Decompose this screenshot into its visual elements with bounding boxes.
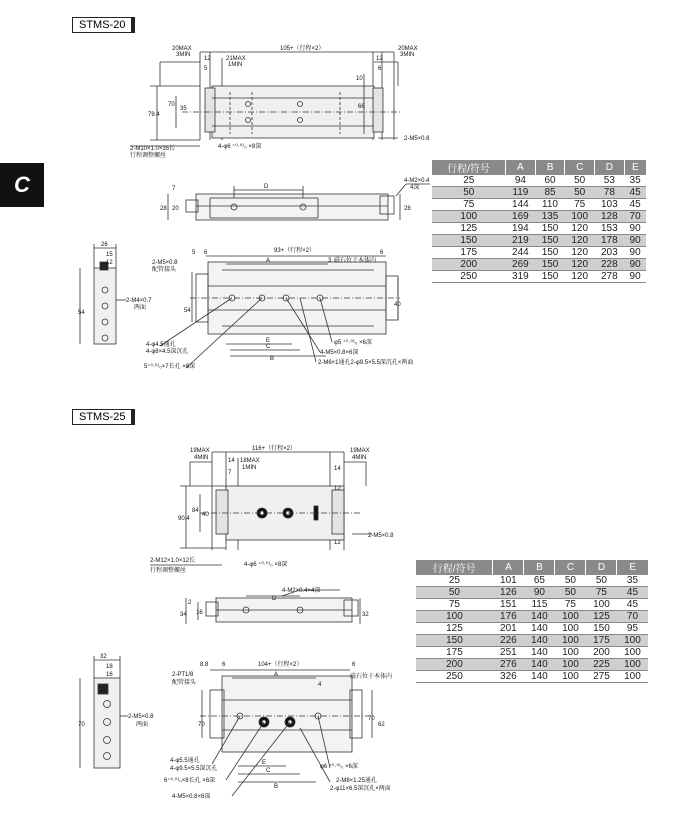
table-header-cell: 行程/符号 (432, 160, 506, 175)
table-header-cell: C (555, 560, 586, 575)
table-cell: 90 (624, 271, 646, 283)
table-cell: 100 (555, 611, 586, 623)
table-cell: 140 (524, 647, 555, 659)
table-cell: 244 (506, 247, 536, 259)
table-cell: 140 (524, 671, 555, 683)
s2-C: C (266, 768, 271, 774)
s2-h95: 4-φ9.5×5.5深沉孔 (170, 766, 218, 772)
table-cell: 115 (524, 599, 555, 611)
table-cell: 275 (586, 671, 617, 683)
table-cell: 250 (432, 271, 506, 283)
table-cell: 45 (624, 187, 646, 199)
s1-d28b: 28 (404, 206, 411, 212)
table-row (416, 623, 648, 635)
table-row (432, 199, 646, 211)
table-header-cell: E (617, 560, 648, 575)
table-header-cell: B (535, 160, 565, 175)
s2-A: A (274, 672, 279, 678)
s2-m5: 2-M5×0.8 (368, 533, 394, 539)
table-cell: 140 (524, 611, 555, 623)
s2-h84: 84 (192, 508, 199, 514)
table-row (432, 235, 646, 247)
s1-B: B (270, 356, 275, 362)
s1-min-left: 3MIN (176, 52, 191, 58)
table-cell: 100 (586, 599, 617, 611)
table-cell: 251 (493, 647, 524, 659)
s1-s6: 6 (204, 250, 208, 256)
s1-s6b: 6 (380, 250, 384, 256)
table-cell: 278 (595, 271, 625, 283)
s2-s88: 8.8 (200, 662, 209, 668)
s2-m5c: 4-M5×0.8×6深 (172, 794, 211, 800)
s1-d20: 20 (172, 206, 179, 212)
table-cell: 103 (595, 199, 625, 211)
s1-adj-screw: 行程调整螺丝 (130, 153, 167, 159)
s1-h8: 4-φ8×4.5深沉孔 (146, 349, 189, 355)
s1-E: E (266, 338, 271, 344)
table-cell: 144 (506, 199, 536, 211)
table-cell: 35 (624, 175, 646, 187)
table-cell: 95 (617, 623, 648, 635)
table-cell: 326 (493, 671, 524, 683)
table-cell: 150 (535, 271, 565, 283)
s1-max-21: 21MAX (226, 56, 246, 62)
table-cell: 50 (555, 575, 586, 587)
table-cell: 90 (524, 587, 555, 599)
s1-C: C (266, 344, 271, 350)
table-row (432, 175, 646, 187)
table-cell: 50 (416, 587, 493, 599)
table-cell: 45 (617, 587, 648, 599)
s1-s3: 3 (328, 258, 332, 264)
s1-h54: 54 (78, 310, 85, 316)
s2-adj-screw: 行程调整螺丝 (150, 568, 187, 574)
table-cell: 150 (535, 247, 565, 259)
table-cell: 90 (624, 247, 646, 259)
table-cell: 175 (432, 247, 506, 259)
s2-w16: 16 (106, 672, 113, 678)
table-cell: 150 (416, 635, 493, 647)
s1-both: 两面 (134, 305, 147, 311)
s2-d14b: 14 (334, 466, 341, 472)
table-cell: 150 (432, 235, 506, 247)
table-cell: 150 (535, 223, 565, 235)
table-cell: 25 (416, 575, 493, 587)
table-cell: 45 (624, 199, 646, 211)
table-cell: 150 (586, 623, 617, 635)
table-cell: 178 (595, 235, 625, 247)
table-cell: 50 (565, 175, 595, 187)
s2-m12: 2-M12×1.0×12长 (150, 558, 196, 564)
s2-pin6: φ6 ⁺⁰·⁰¹₀ ×6深 (320, 764, 358, 770)
s1-m5: 2-M5×0.8 (404, 136, 430, 142)
s2-min-1: 1MIN (242, 465, 257, 471)
s1-h70: 70 (168, 102, 175, 108)
s2-s104: 104+（行程×2） (258, 662, 303, 668)
table-cell: 100 (432, 211, 506, 223)
s1-m10: 2-M10×1.0×35长 (130, 146, 176, 152)
s2-s6b: 6 (352, 662, 356, 668)
table-header-cell: E (624, 160, 646, 175)
s2-h70b: 70 (198, 722, 205, 728)
table-cell: 50 (432, 187, 506, 199)
s2-m5b: 2-M5×0.8 (128, 714, 154, 720)
s1-h66: 66 (358, 104, 365, 110)
s1-h45: 4-φ4.5通孔 (146, 342, 176, 348)
table-header-cell: D (595, 160, 625, 175)
table-cell: 120 (565, 235, 595, 247)
table-cell: 100 (555, 647, 586, 659)
s2-both: 两面 (136, 722, 149, 728)
s1-A: A (266, 258, 271, 264)
s2-h32: 32 (362, 612, 369, 618)
table-header-cell: B (524, 560, 555, 575)
s2-magnet: 磁石位于本体内 (350, 674, 393, 680)
s2-max-left: 19MAX (190, 448, 210, 454)
s2-h55: 4-φ5.5通孔 (170, 758, 200, 764)
table-row (432, 211, 646, 223)
s1-slot5: 5⁺⁰·⁰¹₀×7长孔 ×6深 (144, 364, 196, 370)
table-row (416, 611, 648, 623)
table-cell: 75 (416, 599, 493, 611)
s2-pipe: 配管接头 (172, 680, 197, 686)
table-cell: 200 (586, 647, 617, 659)
table-row (416, 575, 648, 587)
s1-s5: 5 (192, 250, 196, 256)
table-cell: 150 (535, 259, 565, 271)
s1-max-left: 20MAX (172, 46, 192, 52)
s2-d12b: 12 (334, 540, 341, 546)
table-row (432, 247, 646, 259)
table-cell: 276 (493, 659, 524, 671)
s1-h54b: 54 (184, 308, 191, 314)
table-cell: 150 (535, 235, 565, 247)
table-cell: 100 (555, 635, 586, 647)
table-cell: 90 (624, 223, 646, 235)
table-cell: 100 (555, 671, 586, 683)
s2-d7: 7 (228, 470, 232, 476)
s1-m2b: 4深 (410, 185, 420, 191)
table-cell: 65 (524, 575, 555, 587)
table-cell: 319 (506, 271, 536, 283)
s2-pt: 2-PT1/8 (172, 672, 194, 678)
s1-min-right: 3MIN (400, 52, 415, 58)
s1-d7: 7 (172, 186, 176, 192)
table-cell: 128 (595, 211, 625, 223)
table-row (416, 659, 648, 671)
table-row (416, 599, 648, 611)
table-cell: 269 (506, 259, 536, 271)
s2-stroke-top: 116+（行程×2） (252, 446, 296, 452)
table-cell: 126 (493, 587, 524, 599)
s2-min-left: 4MIN (194, 455, 209, 461)
table-cell: 78 (595, 187, 625, 199)
s2-max-18: 18MAX (240, 458, 260, 464)
table-cell: 101 (493, 575, 524, 587)
s2-cb11: 2-φ11×6.5深沉孔×两面 (330, 786, 391, 792)
table-cell: 90 (624, 235, 646, 247)
section1-title: STMS-20 (72, 17, 135, 33)
s2-D: D (272, 596, 277, 602)
table-cell: 25 (432, 175, 506, 187)
table-cell: 100 (555, 623, 586, 635)
s2-w18: 18 (106, 664, 113, 670)
table-cell: 140 (524, 659, 555, 671)
table-cell: 200 (432, 259, 506, 271)
stms25-spec-table (416, 560, 648, 683)
s1-w26: 26 (101, 242, 108, 248)
s1-m5c: 4-M5×0.8×6深 (320, 350, 359, 356)
s1-m2: 4-M2×0.4 (404, 178, 430, 184)
s1-h79: 79.4 (148, 112, 160, 118)
table-cell: 120 (565, 271, 595, 283)
s2-h34: 34 (180, 612, 187, 618)
table-header-cell: A (493, 560, 524, 575)
s2-w32: 32 (100, 654, 107, 660)
table-cell: 140 (524, 635, 555, 647)
s2-h40: 40 (202, 512, 209, 518)
table-cell: 201 (493, 623, 524, 635)
s1-d10: 10 (356, 76, 363, 82)
table-cell: 125 (416, 623, 493, 635)
s2-s4: 4 (318, 682, 322, 688)
table-row (432, 259, 646, 271)
table-cell: 153 (595, 223, 625, 235)
s1-m5b: 2-M5×0.8 (152, 260, 178, 266)
s1-h35: 35 (180, 106, 187, 112)
table-cell: 250 (416, 671, 493, 683)
table-cell: 100 (565, 211, 595, 223)
s1-pipe: 配管接头 (152, 267, 177, 273)
table-cell: 120 (565, 259, 595, 271)
s2-holes6: 4-φ6 ⁺⁰·⁰¹₀ ×8深 (244, 562, 288, 568)
s1-h40: 40 (394, 302, 401, 308)
s2-h62: 62 (378, 722, 385, 728)
s1-s93: 93+（行程×2） (274, 248, 316, 254)
table-cell: 203 (595, 247, 625, 259)
s2-d2: 2 (188, 600, 192, 606)
table-row (416, 587, 648, 599)
table-cell: 100 (617, 647, 648, 659)
table-cell: 120 (565, 223, 595, 235)
s2-h70c: 70 (368, 716, 375, 722)
s1-holes6: 4-φ6 ⁺⁰·⁰¹₀ ×8深 (218, 144, 262, 150)
table-cell: 219 (506, 235, 536, 247)
table-header-cell: C (565, 160, 595, 175)
s1-D: D (264, 184, 269, 190)
s1-d12b: 12 (376, 56, 383, 62)
table-cell: 75 (432, 199, 506, 211)
table-cell: 125 (586, 611, 617, 623)
table-cell: 60 (535, 175, 565, 187)
table-cell: 100 (555, 659, 586, 671)
table-cell: 75 (586, 587, 617, 599)
table-row (416, 635, 648, 647)
side-tab-letter: C (0, 163, 44, 207)
s1-stroke-top: 105+（行程×2） (280, 46, 325, 52)
table-cell: 176 (493, 611, 524, 623)
s2-d12: 12 (334, 486, 341, 492)
table-cell: 70 (624, 211, 646, 223)
table-row (432, 271, 646, 283)
s1-min-1: 1MIN (228, 62, 243, 68)
table-cell: 119 (506, 187, 536, 199)
table-header-cell: A (506, 160, 536, 175)
s2-h16: 16 (196, 610, 203, 616)
table-cell: 200 (416, 659, 493, 671)
s1-pin5: φ5 ⁺⁰·⁰¹₀ ×6深 (334, 340, 372, 346)
table-cell: 50 (555, 587, 586, 599)
table-row (416, 671, 648, 683)
table-cell: 169 (506, 211, 536, 223)
table-cell: 135 (535, 211, 565, 223)
s1-m4: 2-M4×0.7 (126, 298, 152, 304)
s1-m6: 2-M6×1通孔2-φ9.5×5.5深沉孔×两面 (318, 360, 414, 366)
s2-s6: 6 (222, 662, 226, 668)
table-cell: 75 (565, 199, 595, 211)
table-cell: 53 (595, 175, 625, 187)
s2-B: B (274, 784, 279, 790)
s1-d12: 12 (204, 56, 211, 62)
stms20-spec-table (432, 160, 646, 283)
s2-m2: 4-M2×0.4×4深 (282, 588, 321, 594)
s1-d5: 5 (204, 66, 208, 72)
s1-max-right: 20MAX (398, 46, 418, 52)
table-cell: 151 (493, 599, 524, 611)
table-cell: 85 (535, 187, 565, 199)
table-cell: 226 (493, 635, 524, 647)
table-header-cell: D (586, 560, 617, 575)
table-cell: 100 (617, 671, 648, 683)
table-cell: 45 (617, 599, 648, 611)
table-row (416, 647, 648, 659)
table-cell: 35 (617, 575, 648, 587)
s2-h70: 70 (78, 722, 85, 728)
s1-d28: 28 (160, 206, 167, 212)
s2-d14: 14 (228, 458, 235, 464)
table-cell: 125 (432, 223, 506, 235)
table-cell: 194 (506, 223, 536, 235)
s1-w15: 15 (106, 252, 113, 258)
table-cell: 90 (624, 259, 646, 271)
table-cell: 94 (506, 175, 536, 187)
s1-d6: 6 (378, 66, 382, 72)
table-cell: 100 (617, 659, 648, 671)
table-cell: 225 (586, 659, 617, 671)
s1-w12: 12 (106, 260, 113, 266)
s2-m8: 2-M8×1.25通孔 (336, 778, 377, 784)
table-cell: 50 (586, 575, 617, 587)
table-cell: 70 (617, 611, 648, 623)
s2-E: E (262, 760, 267, 766)
table-cell: 228 (595, 259, 625, 271)
table-cell: 120 (565, 247, 595, 259)
s2-max-right: 19MAX (350, 448, 370, 454)
table-cell: 50 (565, 187, 595, 199)
table-cell: 140 (524, 623, 555, 635)
s2-h90: 90.4 (178, 516, 190, 522)
table-row (432, 223, 646, 235)
s1-magnet: 磁石位于本体内 (334, 258, 377, 264)
section2-title: STMS-25 (72, 409, 135, 425)
table-cell: 75 (555, 599, 586, 611)
table-cell: 110 (535, 199, 565, 211)
s2-min-right: 4MIN (352, 455, 367, 461)
table-cell: 175 (416, 647, 493, 659)
table-header-cell: 行程/符号 (416, 560, 493, 575)
table-cell: 175 (586, 635, 617, 647)
table-cell: 100 (416, 611, 493, 623)
s2-slot6: 6⁺⁰·⁰¹₀×8长孔 ×6深 (164, 778, 216, 784)
table-row (432, 187, 646, 199)
table-cell: 100 (617, 635, 648, 647)
